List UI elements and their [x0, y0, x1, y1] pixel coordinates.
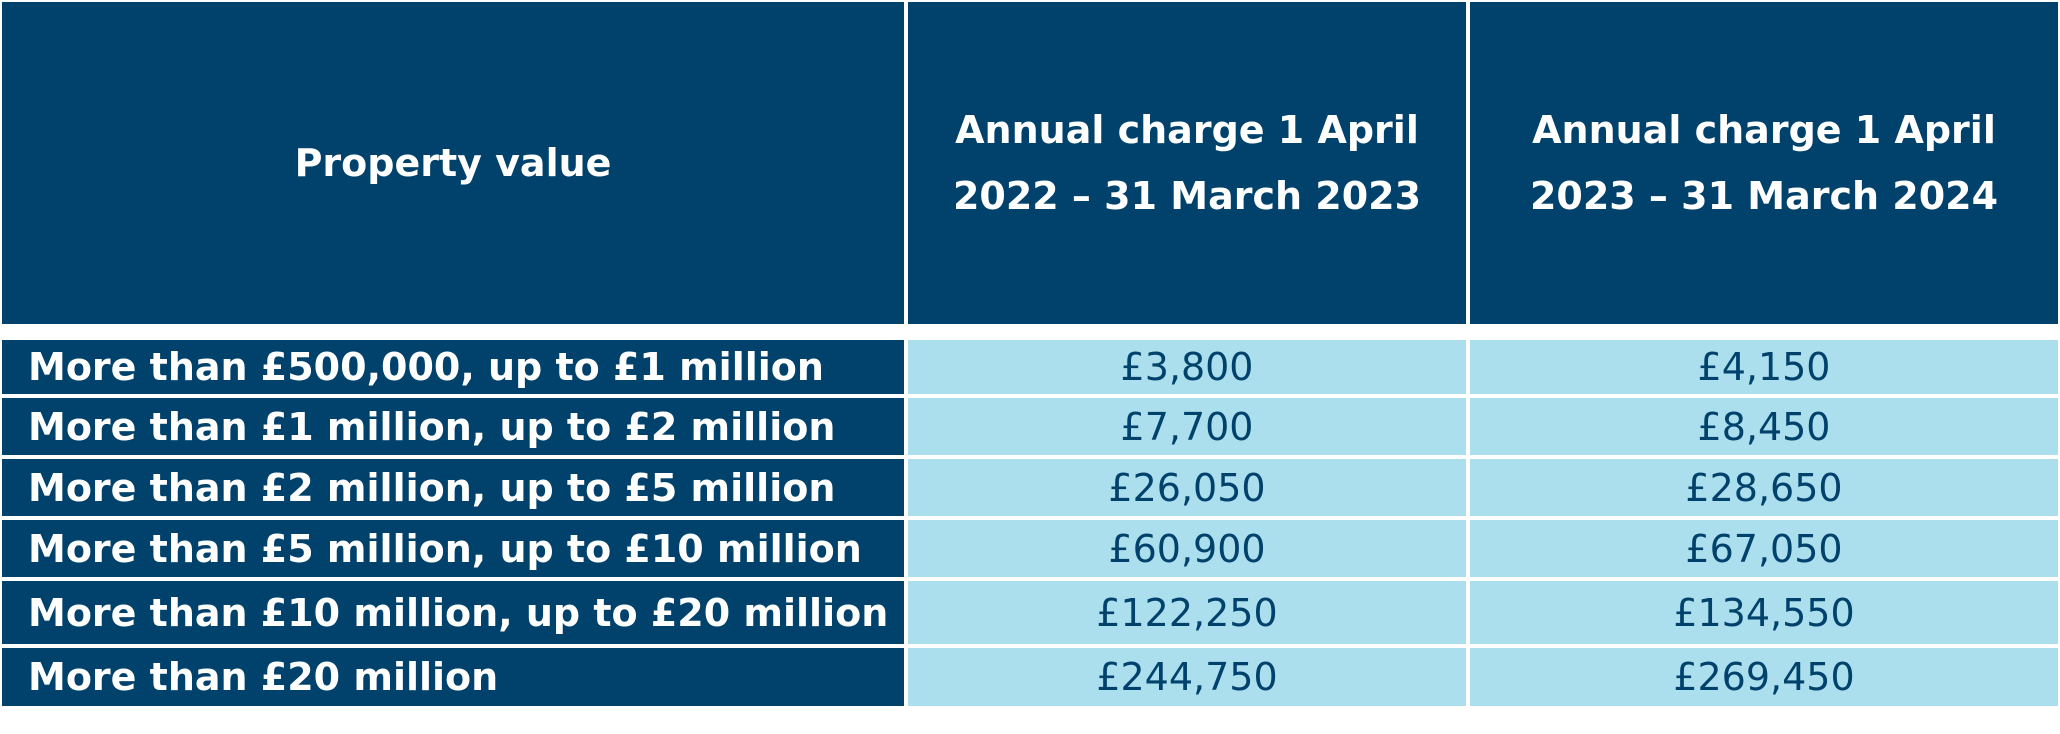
charges-table — [2, 2, 2058, 731]
table-cell-2022-23 — [908, 398, 1466, 455]
cell-value: £7,700 — [1120, 404, 1254, 449]
row-label-text: More than £20 million — [28, 655, 499, 699]
cell-value: £134,550 — [1673, 590, 1855, 635]
table-cell-2022-23 — [908, 340, 1466, 394]
header-charge-2022-23-text: Annual charge 1 April 2022 – 31 March 2023 — [952, 108, 1422, 218]
header-charge-2023-24 — [1470, 2, 2058, 324]
header-property-value-text: Property value — [294, 141, 612, 185]
table-cell-2023-24 — [1470, 398, 2058, 455]
table-row-label — [2, 340, 904, 394]
header-property-value — [2, 2, 904, 324]
header-charge-2023-24-text: Annual charge 1 April 2023 – 31 March 2024 — [1529, 108, 1999, 218]
table-row-label — [2, 398, 904, 455]
table-cell-2023-24 — [1470, 520, 2058, 577]
table-cell-2022-23 — [908, 459, 1466, 516]
cell-value: £8,450 — [1697, 404, 1831, 449]
cell-value: £26,050 — [1108, 465, 1266, 510]
cell-value: £28,650 — [1685, 465, 1843, 510]
row-label-text: More than £5 million, up to £10 million — [28, 526, 862, 571]
table-cell-2022-23 — [908, 581, 1466, 644]
cell-value: £67,050 — [1685, 526, 1843, 571]
table-row-label — [2, 581, 904, 644]
cell-value: £4,150 — [1697, 345, 1831, 389]
cell-value: £244,750 — [1096, 655, 1278, 699]
table-cell-2023-24 — [1470, 340, 2058, 394]
header-charge-2022-23 — [908, 2, 1466, 324]
row-label-text: More than £500,000, up to £1 million — [28, 345, 824, 389]
table-cell-2022-23 — [908, 520, 1466, 577]
table-row-label — [2, 648, 904, 706]
table-cell-2023-24 — [1470, 581, 2058, 644]
cell-value: £3,800 — [1120, 345, 1254, 389]
table-cell-2023-24 — [1470, 648, 2058, 706]
cell-value: £60,900 — [1108, 526, 1266, 571]
cell-value: £269,450 — [1673, 655, 1855, 699]
cell-value: £122,250 — [1096, 590, 1278, 635]
row-label-text: More than £1 million, up to £2 million — [28, 404, 836, 449]
table-cell-2023-24 — [1470, 459, 2058, 516]
row-label-text: More than £10 million, up to £20 million — [28, 590, 889, 635]
table-row-label — [2, 520, 904, 577]
table-row-label — [2, 459, 904, 516]
row-label-text: More than £2 million, up to £5 million — [28, 465, 836, 510]
table-cell-2022-23 — [908, 648, 1466, 706]
